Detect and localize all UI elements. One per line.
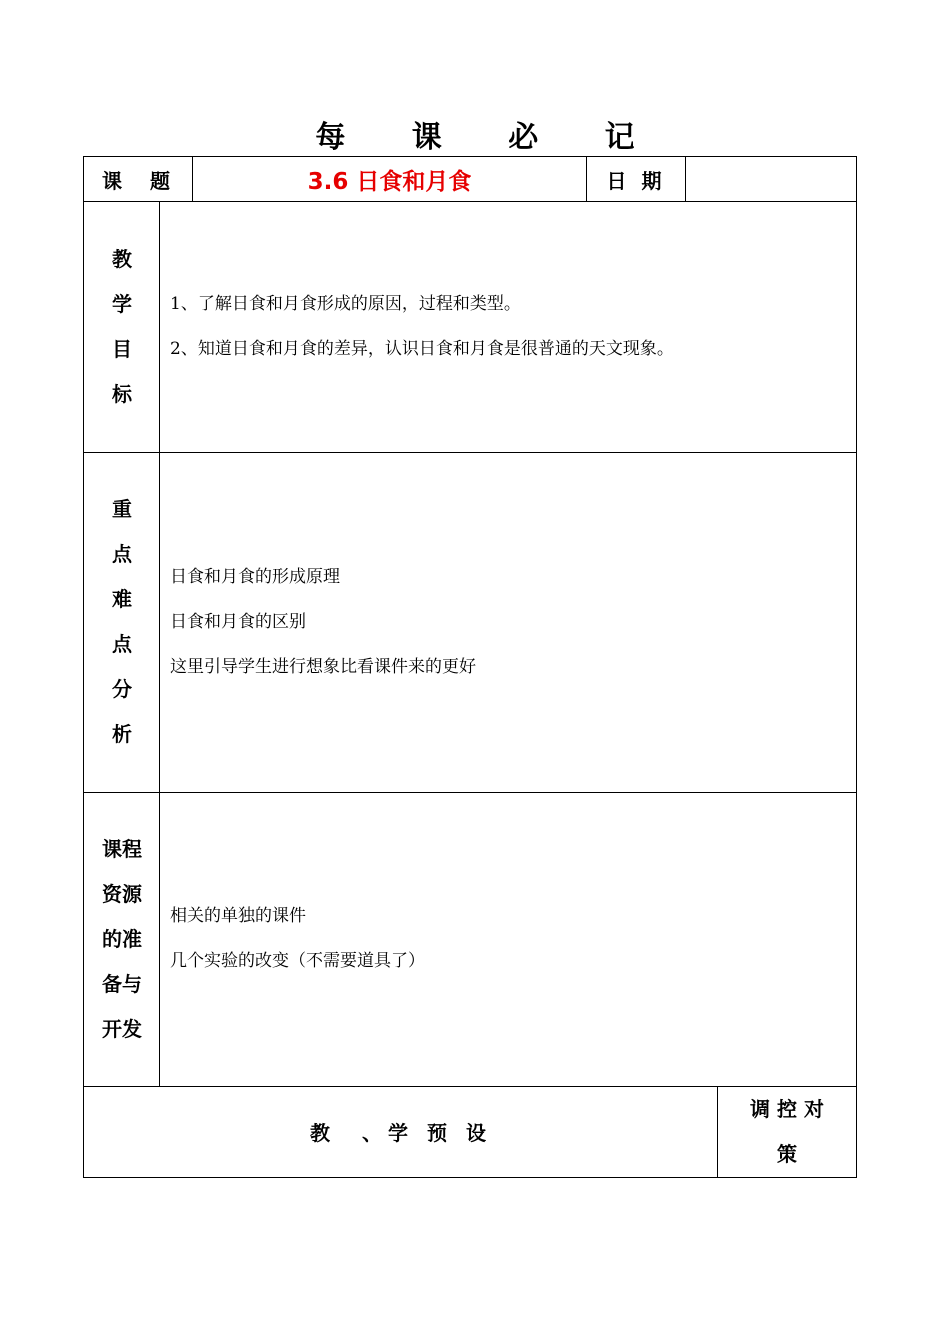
section-label-char: 资源 bbox=[102, 881, 142, 906]
teaching-plan-header bbox=[83, 1086, 718, 1178]
date-value-cell bbox=[685, 156, 857, 202]
topic-title: 3.6 日食和月食 bbox=[307, 168, 472, 195]
topic-label-cell bbox=[83, 156, 192, 202]
control-label-line1: 调 控 对 bbox=[750, 1096, 824, 1121]
control-label-line2: 策 bbox=[777, 1141, 797, 1166]
section-label-char: 开发 bbox=[102, 1016, 142, 1041]
content-line: 几个实验的改变（不需要道具了） bbox=[170, 951, 425, 971]
section-content-resources bbox=[159, 792, 857, 1087]
section-label-char: 备与 bbox=[102, 971, 142, 996]
content-line: 这里引导学生进行想象比看课件来的更好 bbox=[170, 656, 476, 677]
section-label-char: 点 bbox=[112, 632, 132, 656]
section-label-char: 点 bbox=[112, 542, 132, 566]
section-label-objectives bbox=[83, 201, 160, 453]
section-label-char: 的准 bbox=[102, 926, 142, 951]
section-label-key-points bbox=[83, 452, 160, 793]
section-label-char: 重 bbox=[112, 497, 132, 521]
date-label: 日 期 bbox=[606, 168, 666, 193]
content-line: 1、了解日食和月食形成的原因，过程和类型。 bbox=[170, 293, 521, 314]
content-line: 日食和月食的形成原理 bbox=[170, 566, 340, 587]
section-label-char: 教 bbox=[112, 246, 132, 271]
section-label-char: 课程 bbox=[102, 836, 142, 861]
topic-value-cell bbox=[192, 156, 586, 202]
section-content-key-points bbox=[159, 452, 857, 793]
control-strategy-header bbox=[717, 1086, 857, 1178]
date-label-cell bbox=[586, 156, 685, 202]
section-content-objectives bbox=[159, 201, 857, 453]
content-line: 相关的单独的课件 bbox=[170, 906, 306, 926]
section-label-char: 学 bbox=[112, 291, 132, 316]
section-label-char: 目 bbox=[112, 336, 132, 361]
topic-label: 课 题 bbox=[102, 168, 174, 193]
section-label-char: 难 bbox=[112, 587, 132, 611]
section-label-char: 分 bbox=[112, 677, 132, 701]
page-title: 每 课 必 记 bbox=[315, 120, 663, 155]
section-label-char: 析 bbox=[112, 722, 132, 746]
content-line: 2、知道日食和月食的差异，认识日食和月食是很普通的天文现象。 bbox=[170, 338, 674, 359]
content-line: 日食和月食的区别 bbox=[170, 611, 306, 632]
teaching-plan-label: 教 、学 预 设 bbox=[310, 1121, 492, 1145]
section-label-resources bbox=[83, 792, 160, 1087]
section-label-char: 标 bbox=[112, 381, 132, 406]
